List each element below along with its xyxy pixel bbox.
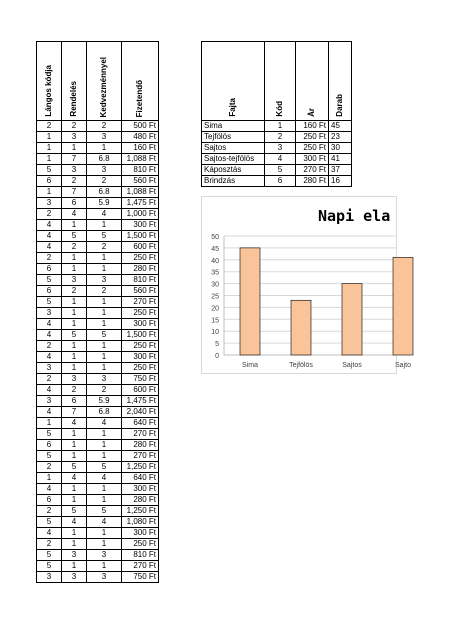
cell-kedvezmennyel[interactable]: 1: [87, 143, 122, 154]
cell-darab[interactable]: 23: [329, 132, 352, 143]
col-header-kod[interactable]: Kód: [265, 42, 296, 121]
cell-langos-kodja[interactable]: 6: [37, 286, 62, 297]
cell-kedvezmennyel[interactable]: 1: [87, 308, 122, 319]
order-row: [37, 506, 159, 517]
cell-rendeles[interactable]: 1: [62, 451, 87, 462]
cell-rendeles[interactable]: 7: [62, 407, 87, 418]
y-tick-label: 10: [211, 329, 219, 337]
x-tick-label: Tejfölös: [289, 362, 313, 369]
y-tick-label: 50: [211, 234, 219, 241]
cell-fizetendo[interactable]: 480 Ft: [122, 132, 159, 143]
cell-kedvezmennyel[interactable]: 2: [87, 242, 122, 253]
cell-kedvezmennyel[interactable]: 6.8: [87, 187, 122, 198]
varieties-table: [201, 41, 352, 187]
cell-fizetendo[interactable]: 1,250 Ft: [122, 506, 159, 517]
cell-rendeles[interactable]: 5: [62, 506, 87, 517]
cell-langos-kodja[interactable]: 1: [37, 143, 62, 154]
cell-rendeles[interactable]: 1: [62, 297, 87, 308]
cell-fizetendo[interactable]: 250 Ft: [122, 341, 159, 352]
y-tick-label: 15: [211, 317, 219, 325]
cell-rendeles[interactable]: 1: [62, 220, 87, 231]
cell-rendeles[interactable]: 2: [62, 385, 87, 396]
cell-fizetendo[interactable]: 810 Ft: [122, 550, 159, 561]
cell-fizetendo[interactable]: 1,475 Ft: [122, 198, 159, 209]
cell-kedvezmennyel[interactable]: 1: [87, 539, 122, 550]
cell-kedvezmennyel[interactable]: 1: [87, 561, 122, 572]
cell-fajta[interactable]: Sajtos: [202, 143, 265, 154]
cell-fizetendo[interactable]: 300 Ft: [122, 319, 159, 330]
cell-darab[interactable]: 16: [329, 176, 352, 187]
cell-fizetendo[interactable]: 560 Ft: [122, 176, 159, 187]
order-row: [37, 154, 159, 165]
cell-rendeles[interactable]: 5: [62, 330, 87, 341]
order-row: [37, 143, 159, 154]
cell-fizetendo[interactable]: 270 Ft: [122, 429, 159, 440]
y-tick-label: 20: [211, 305, 219, 313]
cell-langos-kodja[interactable]: 5: [37, 517, 62, 528]
cell-rendeles[interactable]: 1: [62, 484, 87, 495]
cell-fizetendo[interactable]: 1,500 Ft: [122, 231, 159, 242]
cell-langos-kodja[interactable]: 2: [37, 341, 62, 352]
cell-kod[interactable]: 6: [265, 176, 296, 187]
cell-kedvezmennyel[interactable]: 1: [87, 352, 122, 363]
cell-ar[interactable]: 280 Ft: [296, 176, 329, 187]
y-tick-label: 30: [211, 281, 219, 289]
cell-kedvezmennyel[interactable]: 2: [87, 121, 122, 132]
order-row: [37, 198, 159, 209]
cell-kod[interactable]: 3: [265, 143, 296, 154]
chart-plot-area: [202, 197, 411, 373]
cell-rendeles[interactable]: 3: [62, 165, 87, 176]
cell-fizetendo[interactable]: 560 Ft: [122, 286, 159, 297]
cell-langos-kodja[interactable]: 5: [37, 451, 62, 462]
order-row: [37, 187, 159, 198]
order-row: [37, 429, 159, 440]
cell-langos-kodja[interactable]: 4: [37, 352, 62, 363]
cell-kedvezmennyel[interactable]: 1: [87, 429, 122, 440]
col-header-darab[interactable]: Darab: [329, 42, 352, 121]
y-tick-label: 25: [211, 293, 219, 301]
cell-kedvezmennyel[interactable]: 5: [87, 506, 122, 517]
cell-fizetendo[interactable]: 600 Ft: [122, 242, 159, 253]
cell-ar[interactable]: 250 Ft: [296, 143, 329, 154]
cell-darab[interactable]: 30: [329, 143, 352, 154]
bar: [393, 257, 413, 355]
cell-langos-kodja[interactable]: 2: [37, 253, 62, 264]
cell-fizetendo[interactable]: 300 Ft: [122, 528, 159, 539]
cell-langos-kodja[interactable]: 6: [37, 495, 62, 506]
cell-fizetendo[interactable]: 500 Ft: [122, 121, 159, 132]
cell-fizetendo[interactable]: 1,500 Ft: [122, 330, 159, 341]
cell-fajta[interactable]: Sima: [202, 121, 265, 132]
daily-sales-chart[interactable]: [201, 196, 411, 374]
cell-langos-kodja[interactable]: 2: [37, 374, 62, 385]
cell-kedvezmennyel[interactable]: 6.8: [87, 407, 122, 418]
cell-langos-kodja[interactable]: 1: [37, 132, 62, 143]
cell-rendeles[interactable]: 1: [62, 528, 87, 539]
cell-fizetendo[interactable]: 250 Ft: [122, 363, 159, 374]
cell-fizetendo[interactable]: 300 Ft: [122, 220, 159, 231]
cell-langos-kodja[interactable]: 2: [37, 121, 62, 132]
cell-fizetendo[interactable]: 250 Ft: [122, 539, 159, 550]
order-row: [37, 121, 159, 132]
cell-fizetendo[interactable]: 300 Ft: [122, 352, 159, 363]
variety-row: [202, 165, 352, 176]
chart-title: Napi ela: [318, 207, 391, 225]
cell-fizetendo[interactable]: 1,080 Ft: [122, 517, 159, 528]
cell-kod[interactable]: 5: [265, 165, 296, 176]
cell-rendeles[interactable]: 6: [62, 198, 87, 209]
cell-langos-kodja[interactable]: 4: [37, 330, 62, 341]
cell-rendeles[interactable]: 1: [62, 352, 87, 363]
order-row: [37, 484, 159, 495]
cell-rendeles[interactable]: 5: [62, 462, 87, 473]
cell-rendeles[interactable]: 2: [62, 176, 87, 187]
cell-ar[interactable]: 250 Ft: [296, 132, 329, 143]
order-row: [37, 341, 159, 352]
cell-rendeles[interactable]: 5: [62, 231, 87, 242]
cell-kod[interactable]: 2: [265, 132, 296, 143]
order-row: [37, 286, 159, 297]
cell-langos-kodja[interactable]: 3: [37, 363, 62, 374]
order-row: [37, 396, 159, 407]
cell-kedvezmennyel[interactable]: 5.9: [87, 396, 122, 407]
cell-kedvezmennyel[interactable]: 1: [87, 495, 122, 506]
cell-kedvezmennyel[interactable]: 5: [87, 231, 122, 242]
cell-rendeles[interactable]: 4: [62, 209, 87, 220]
cell-rendeles[interactable]: 7: [62, 187, 87, 198]
cell-rendeles[interactable]: 2: [62, 121, 87, 132]
order-row: [37, 352, 159, 363]
cell-kedvezmennyel[interactable]: 4: [87, 209, 122, 220]
cell-langos-kodja[interactable]: 6: [37, 264, 62, 275]
cell-langos-kodja[interactable]: 1: [37, 187, 62, 198]
cell-langos-kodja[interactable]: 4: [37, 484, 62, 495]
col-header-fizetendo[interactable]: Fizetendő: [122, 42, 159, 121]
order-row: [37, 473, 159, 484]
cell-rendeles[interactable]: 6: [62, 396, 87, 407]
y-tick-label: 0: [215, 353, 219, 360]
cell-fizetendo[interactable]: 280 Ft: [122, 440, 159, 451]
col-header-fajta[interactable]: Fajta: [202, 42, 265, 121]
order-row: [37, 539, 159, 550]
cell-langos-kodja[interactable]: 3: [37, 308, 62, 319]
cell-fizetendo[interactable]: 750 Ft: [122, 572, 159, 583]
order-row: [37, 132, 159, 143]
cell-langos-kodja[interactable]: 3: [37, 572, 62, 583]
order-row: [37, 528, 159, 539]
cell-fizetendo[interactable]: 640 Ft: [122, 473, 159, 484]
order-row: [37, 275, 159, 286]
variety-row: [202, 143, 352, 154]
cell-rendeles[interactable]: 4: [62, 473, 87, 484]
variety-row: [202, 176, 352, 187]
cell-langos-kodja[interactable]: 1: [37, 473, 62, 484]
cell-langos-kodja[interactable]: 5: [37, 550, 62, 561]
order-row: [37, 374, 159, 385]
cell-rendeles[interactable]: 1: [62, 561, 87, 572]
cell-rendeles[interactable]: 3: [62, 550, 87, 561]
cell-kedvezmennyel[interactable]: 1: [87, 363, 122, 374]
cell-fajta[interactable]: Brindzás: [202, 176, 265, 187]
cell-kedvezmennyel[interactable]: 3: [87, 572, 122, 583]
bar: [342, 284, 362, 355]
x-tick-label: Sajtos: [342, 362, 362, 369]
cell-langos-kodja[interactable]: 5: [37, 275, 62, 286]
cell-darab[interactable]: 45: [329, 121, 352, 132]
cell-kedvezmennyel[interactable]: 3: [87, 374, 122, 385]
cell-fizetendo[interactable]: 1,000 Ft: [122, 209, 159, 220]
cell-kedvezmennyel[interactable]: 1: [87, 264, 122, 275]
cell-fizetendo[interactable]: 1,088 Ft: [122, 154, 159, 165]
y-tick-label: 35: [211, 269, 219, 277]
order-row: [37, 517, 159, 528]
cell-kedvezmennyel[interactable]: 4: [87, 473, 122, 484]
cell-langos-kodja[interactable]: 4: [37, 242, 62, 253]
cell-rendeles[interactable]: 4: [62, 418, 87, 429]
order-row: [37, 462, 159, 473]
cell-rendeles[interactable]: 1: [62, 429, 87, 440]
cell-langos-kodja[interactable]: 5: [37, 561, 62, 572]
cell-rendeles[interactable]: 1: [62, 495, 87, 506]
cell-fizetendo[interactable]: 250 Ft: [122, 308, 159, 319]
cell-ar[interactable]: 300 Ft: [296, 154, 329, 165]
bar: [291, 300, 311, 355]
cell-kedvezmennyel[interactable]: 1: [87, 253, 122, 264]
cell-rendeles[interactable]: 3: [62, 572, 87, 583]
cell-rendeles[interactable]: 3: [62, 374, 87, 385]
orders-table: [36, 41, 159, 583]
cell-kedvezmennyel[interactable]: 6.8: [87, 154, 122, 165]
order-row: [37, 561, 159, 572]
y-tick-label: 5: [215, 341, 219, 349]
cell-langos-kodja[interactable]: 5: [37, 429, 62, 440]
cell-kedvezmennyel[interactable]: 1: [87, 484, 122, 495]
x-tick-label: Sima: [242, 362, 258, 369]
cell-langos-kodja[interactable]: 2: [37, 506, 62, 517]
cell-fizetendo[interactable]: 1,250 Ft: [122, 462, 159, 473]
cell-langos-kodja[interactable]: 6: [37, 440, 62, 451]
cell-darab[interactable]: 37: [329, 165, 352, 176]
cell-darab[interactable]: 41: [329, 154, 352, 165]
order-row: [37, 165, 159, 176]
cell-kod[interactable]: 1: [265, 121, 296, 132]
cell-kedvezmennyel[interactable]: 2: [87, 286, 122, 297]
varieties-header-row: [202, 42, 352, 121]
order-row: [37, 242, 159, 253]
cell-rendeles[interactable]: 1: [62, 308, 87, 319]
cell-fizetendo[interactable]: 640 Ft: [122, 418, 159, 429]
cell-kedvezmennyel[interactable]: 2: [87, 385, 122, 396]
cell-langos-kodja[interactable]: 3: [37, 396, 62, 407]
cell-kedvezmennyel[interactable]: 5: [87, 462, 122, 473]
cell-langos-kodja[interactable]: 4: [37, 385, 62, 396]
cell-fizetendo[interactable]: 810 Ft: [122, 275, 159, 286]
cell-kedvezmennyel[interactable]: 3: [87, 132, 122, 143]
cell-kedvezmennyel[interactable]: 1: [87, 440, 122, 451]
cell-langos-kodja[interactable]: 4: [37, 407, 62, 418]
cell-fizetendo[interactable]: 280 Ft: [122, 264, 159, 275]
cell-langos-kodja[interactable]: 2: [37, 209, 62, 220]
cell-kedvezmennyel[interactable]: 2: [87, 176, 122, 187]
cell-langos-kodja[interactable]: 4: [37, 528, 62, 539]
cell-rendeles[interactable]: 1: [62, 440, 87, 451]
order-row: [37, 297, 159, 308]
cell-kedvezmennyel[interactable]: 3: [87, 165, 122, 176]
cell-rendeles[interactable]: 1: [62, 143, 87, 154]
orders-header-row: [37, 42, 159, 121]
order-row: [37, 407, 159, 418]
order-row: [37, 253, 159, 264]
cell-kod[interactable]: 4: [265, 154, 296, 165]
cell-rendeles[interactable]: 7: [62, 154, 87, 165]
cell-rendeles[interactable]: 1: [62, 264, 87, 275]
cell-kedvezmennyel[interactable]: 3: [87, 275, 122, 286]
y-tick-label: 40: [211, 257, 219, 265]
cell-kedvezmennyel[interactable]: 1: [87, 220, 122, 231]
cell-fizetendo[interactable]: 2,040 Ft: [122, 407, 159, 418]
cell-fizetendo[interactable]: 250 Ft: [122, 253, 159, 264]
cell-fajta[interactable]: Káposztás: [202, 165, 265, 176]
x-tick-label: Sajto: [395, 362, 411, 369]
cell-langos-kodja[interactable]: 1: [37, 418, 62, 429]
cell-kedvezmennyel[interactable]: 5: [87, 330, 122, 341]
cell-fizetendo[interactable]: 810 Ft: [122, 165, 159, 176]
order-row: [37, 572, 159, 583]
order-row: [37, 550, 159, 561]
order-row: [37, 231, 159, 242]
cell-kedvezmennyel[interactable]: 1: [87, 451, 122, 462]
variety-row: [202, 121, 352, 132]
cell-fizetendo[interactable]: 600 Ft: [122, 385, 159, 396]
cell-kedvezmennyel[interactable]: 3: [87, 550, 122, 561]
cell-fizetendo[interactable]: 280 Ft: [122, 495, 159, 506]
order-row: [37, 363, 159, 374]
order-row: [37, 176, 159, 187]
order-row: [37, 495, 159, 506]
cell-fizetendo[interactable]: 1,475 Ft: [122, 396, 159, 407]
cell-fajta[interactable]: Tejfölös: [202, 132, 265, 143]
cell-rendeles[interactable]: 3: [62, 132, 87, 143]
order-row: [37, 385, 159, 396]
cell-langos-kodja[interactable]: 6: [37, 176, 62, 187]
cell-langos-kodja[interactable]: 4: [37, 319, 62, 330]
cell-rendeles[interactable]: 3: [62, 275, 87, 286]
col-header-ar[interactable]: Ár: [296, 42, 329, 121]
cell-rendeles[interactable]: 1: [62, 539, 87, 550]
cell-rendeles[interactable]: 1: [62, 363, 87, 374]
cell-rendeles[interactable]: 1: [62, 253, 87, 264]
cell-fizetendo[interactable]: 750 Ft: [122, 374, 159, 385]
cell-fizetendo[interactable]: 270 Ft: [122, 297, 159, 308]
col-header-kedvezmennyel[interactable]: Kedvezménnyel: [87, 42, 122, 121]
cell-langos-kodja[interactable]: 3: [37, 198, 62, 209]
cell-langos-kodja[interactable]: 5: [37, 297, 62, 308]
cell-kedvezmennyel[interactable]: 5.9: [87, 198, 122, 209]
order-row: [37, 308, 159, 319]
cell-fizetendo[interactable]: 270 Ft: [122, 451, 159, 462]
order-row: [37, 330, 159, 341]
cell-rendeles[interactable]: 2: [62, 242, 87, 253]
cell-rendeles[interactable]: 1: [62, 319, 87, 330]
cell-ar[interactable]: 270 Ft: [296, 165, 329, 176]
order-row: [37, 220, 159, 231]
cell-kedvezmennyel[interactable]: 4: [87, 517, 122, 528]
cell-fizetendo[interactable]: 270 Ft: [122, 561, 159, 572]
cell-langos-kodja[interactable]: 2: [37, 539, 62, 550]
cell-langos-kodja[interactable]: 2: [37, 462, 62, 473]
cell-fajta[interactable]: Sajtos-tejfölös: [202, 154, 265, 165]
cell-kedvezmennyel[interactable]: 1: [87, 319, 122, 330]
y-tick-label: 45: [211, 245, 219, 253]
cell-langos-kodja[interactable]: 4: [37, 220, 62, 231]
col-header-rendeles[interactable]: Rendelés: [62, 42, 87, 121]
order-row: [37, 440, 159, 451]
bar: [240, 248, 260, 355]
variety-row: [202, 132, 352, 143]
order-row: [37, 451, 159, 462]
order-row: [37, 418, 159, 429]
cell-kedvezmennyel[interactable]: 1: [87, 297, 122, 308]
cell-rendeles[interactable]: 4: [62, 517, 87, 528]
order-row: [37, 264, 159, 275]
cell-ar[interactable]: 160 Ft: [296, 121, 329, 132]
variety-row: [202, 154, 352, 165]
cell-kedvezmennyel[interactable]: 1: [87, 341, 122, 352]
cell-rendeles[interactable]: 1: [62, 341, 87, 352]
cell-langos-kodja[interactable]: 4: [37, 231, 62, 242]
cell-fizetendo[interactable]: 300 Ft: [122, 484, 159, 495]
cell-kedvezmennyel[interactable]: 1: [87, 528, 122, 539]
cell-fizetendo[interactable]: 1,088 Ft: [122, 187, 159, 198]
cell-langos-kodja[interactable]: 5: [37, 165, 62, 176]
order-row: [37, 319, 159, 330]
order-row: [37, 209, 159, 220]
col-header-langos-kodja[interactable]: Lángos kódja: [37, 42, 62, 121]
cell-fizetendo[interactable]: 160 Ft: [122, 143, 159, 154]
cell-kedvezmennyel[interactable]: 4: [87, 418, 122, 429]
cell-langos-kodja[interactable]: 1: [37, 154, 62, 165]
cell-rendeles[interactable]: 2: [62, 286, 87, 297]
